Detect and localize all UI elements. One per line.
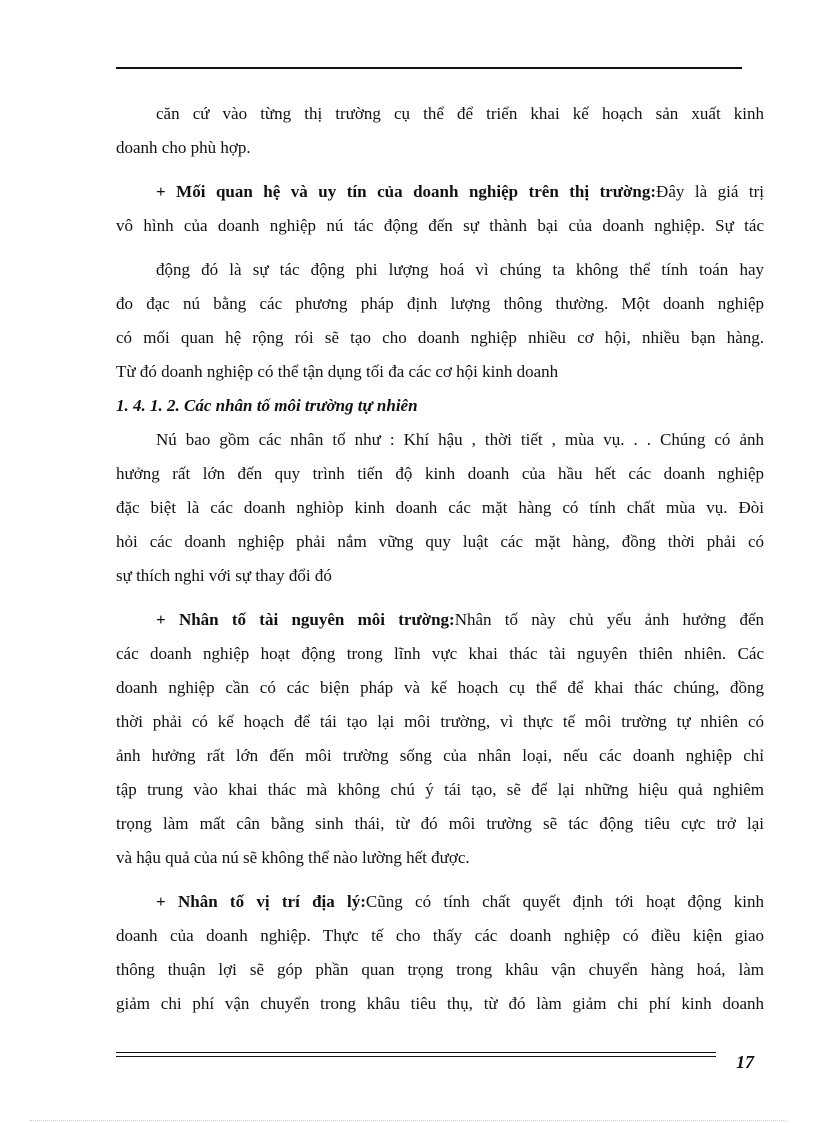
paragraph-line: giảm chi phí vận chuyển trong khâu tiêu thụ, từ đó làm giảm chi phí kinh doanh bbox=[116, 994, 764, 1013]
paragraph-line: đặc biệt là các doanh nghiòp kinh doanh các mặt hàng có tính chất mùa vụ. Đòi bbox=[116, 498, 764, 517]
paragraph-line: Nú bao gồm các nhân tố như : Khí hậu , thời tiết , mùa vụ. . . Chúng có ảnh bbox=[156, 430, 764, 449]
paragraph-line: doanh cho phù hợp. bbox=[116, 138, 251, 157]
paragraph-line: ảnh hưởng rất lớn đến môi trường sống của nhân loại, nếu các doanh nghiệp chỉ bbox=[116, 746, 764, 765]
page-body bbox=[116, 97, 764, 1021]
paragraph-text: Cũng có tính chất quyết định tới hoạt động kinh bbox=[365, 892, 764, 911]
paragraph-line: trọng làm mất cân bằng sinh thái, từ đó môi trường sẽ tác động tiêu cực trở lại bbox=[116, 814, 764, 833]
paragraph-first-line bbox=[116, 175, 764, 209]
paragraph-line: vô hình của doanh nghiệp nú tác động đến sự thành bại của doanh nghiệp. Sự tác bbox=[116, 216, 764, 235]
paragraph-gap bbox=[116, 243, 764, 253]
paragraph-gap bbox=[116, 593, 764, 603]
paragraph-line: Từ đó doanh nghiệp có thể tận dụng tối đa các cơ hội kinh doanh bbox=[116, 362, 559, 381]
paragraph-line: tập trung vào khai thác mà không chú ý tái tạo, sẽ để lại những hiệu quả nghiêm bbox=[116, 780, 764, 799]
paragraph-line: doanh của doanh nghiệp. Thực tế cho thấy các doanh nghiệp có điều kiện giao bbox=[116, 926, 764, 945]
paragraph-line: động đó là sự tác động phi lượng hoá vì chúng ta không thể tính toán hay bbox=[156, 260, 764, 279]
paragraph-line: thời phải có kế hoạch để tái tạo lại môi trường, vì thực tế môi trường tự nhiên có bbox=[116, 712, 764, 731]
paragraph-line: doanh nghiệp cần có các biện pháp và kế hoạch cụ thể để khai thác chúng, đồng bbox=[116, 678, 764, 697]
paragraph-line: sự thích nghi với sự thay đổi đó bbox=[116, 566, 332, 585]
paragraph-first-line bbox=[116, 603, 764, 637]
paragraph-line: có mối quan hệ rộng rói sẽ tạo cho doanh nghiệp nhiều cơ hội, nhiều bạn hàng. bbox=[116, 328, 764, 347]
paragraph-line: hưởng rất lớn đến quy trình tiến độ kinh doanh của hầu hết các doanh nghiệp bbox=[116, 464, 764, 483]
paragraph-lead: + Nhân tố vị trí địa lý: bbox=[156, 892, 366, 911]
paragraph-line: các doanh nghiệp hoạt động trong lĩnh vực khai thác tài nguyên thiên nhiên. Các bbox=[116, 644, 764, 663]
paragraph-text: Đây là giá trị bbox=[656, 182, 765, 201]
footer-rule bbox=[116, 1052, 716, 1057]
paragraph-first-line bbox=[116, 885, 764, 919]
paragraph-lead: + Nhân tố tài nguyên môi trường: bbox=[156, 610, 455, 629]
paragraph-line: căn cứ vào từng thị trường cụ thể để triển khai kế hoạch sản xuất kinh bbox=[156, 104, 764, 123]
paragraph-gap bbox=[116, 165, 764, 175]
paragraph-line: và hậu quả của nú sẽ không thể nào lường hết được. bbox=[116, 848, 470, 867]
paragraph-line: hỏi các doanh nghiệp phải nắm vững quy luật các mặt hàng, đồng thời phải có bbox=[116, 532, 764, 551]
paragraph-gap bbox=[116, 875, 764, 885]
paragraph-line: thông thuận lợi sẽ góp phần quan trọng trong khâu vận chuyển hàng hoá, làm bbox=[116, 960, 764, 979]
section-heading: 1. 4. 1. 2. Các nhân tố môi trường tự nhiên bbox=[116, 396, 418, 415]
header-rule bbox=[116, 67, 742, 69]
page-edge-divider bbox=[30, 1120, 786, 1121]
paragraph-lead: + Mối quan hệ và uy tín của doanh nghiệp trên thị trường: bbox=[156, 182, 657, 201]
page-number: 17 bbox=[736, 1052, 754, 1072]
paragraph-text: Nhân tố này chủ yếu ảnh hưởng đến bbox=[454, 610, 764, 629]
paragraph-line: đo đạc nú bằng các phương pháp định lượng thông thường. Một doanh nghiệp bbox=[116, 294, 764, 313]
